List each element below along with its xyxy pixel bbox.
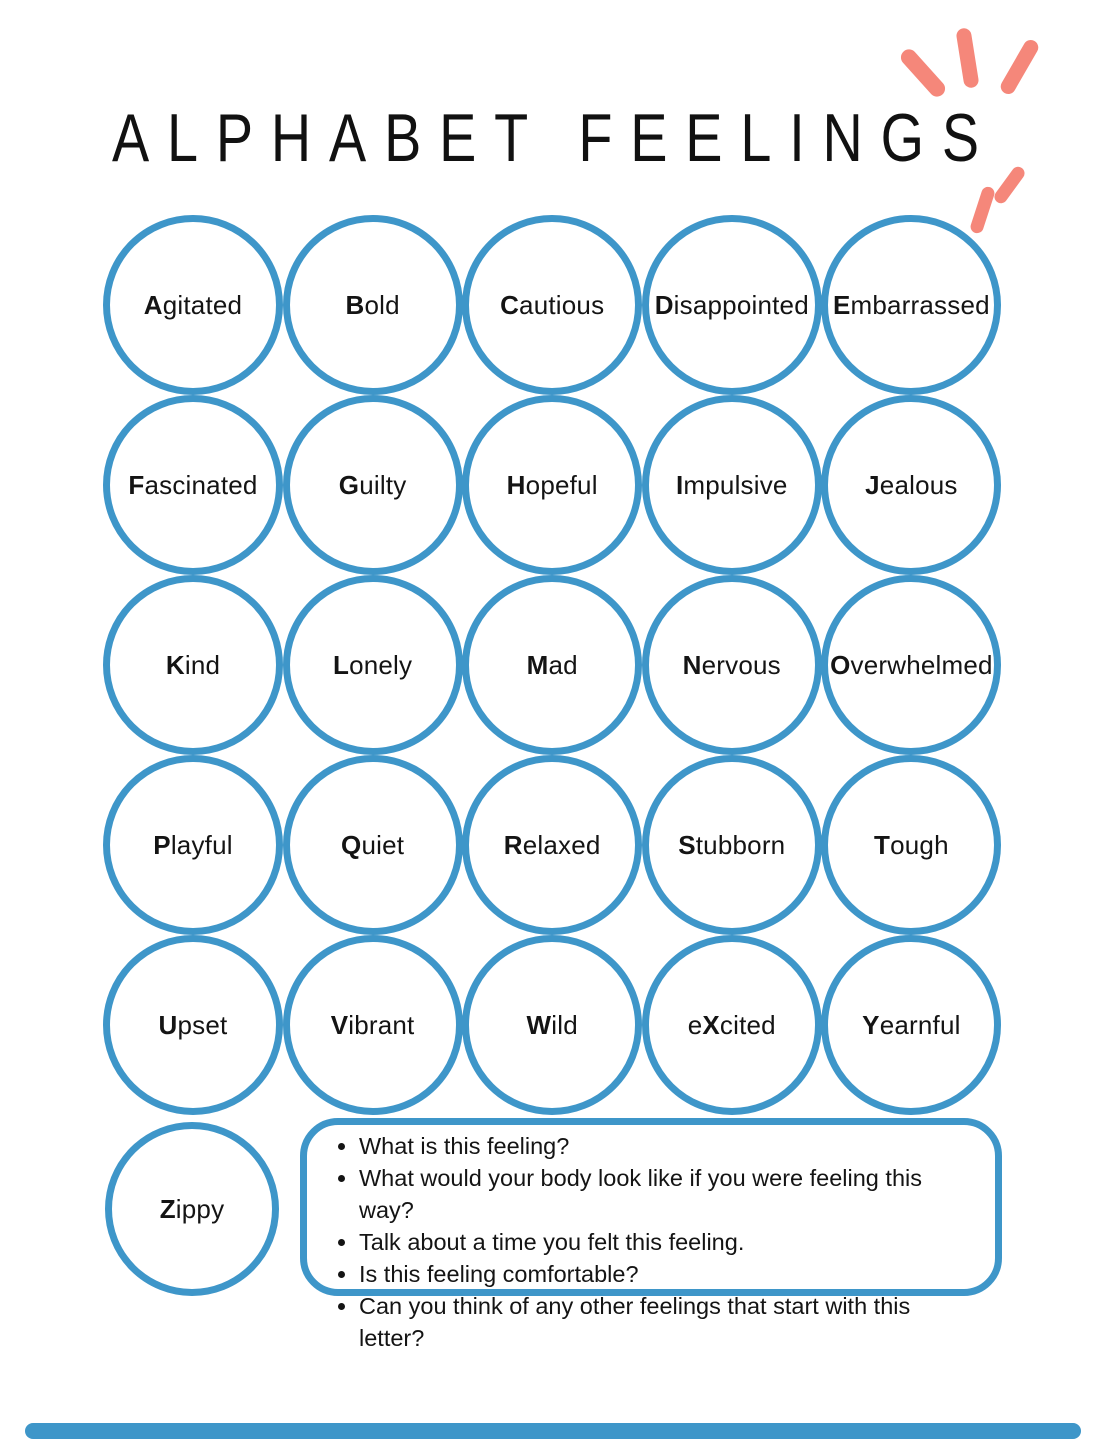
feeling-circle-quiet: [283, 755, 463, 935]
feeling-circle-lonely: [283, 575, 463, 755]
feeling-label: Jealous: [865, 469, 958, 500]
feeling-label: Cautious: [500, 289, 605, 320]
feeling-circle-relaxed: [462, 755, 642, 935]
feeling-label: Quiet: [341, 829, 405, 860]
feelings-grid: [103, 215, 1001, 1115]
feeling-label: Zippy: [159, 1193, 225, 1224]
feeling-label: Overwhelmed: [830, 649, 993, 680]
feeling-circle-tough: [821, 755, 1001, 935]
feeling-label: Embarrassed: [832, 289, 990, 320]
feeling-label: Impulsive: [675, 469, 788, 500]
feeling-label: Wild: [526, 1009, 578, 1040]
discussion-questions-list: [307, 1130, 995, 1354]
sparkle-ray-icon: [955, 27, 979, 89]
feeling-circle-stubborn: [642, 755, 822, 935]
feeling-label: Fascinated: [128, 469, 258, 500]
feeling-circle-kind: [103, 575, 283, 755]
question-item: • What is this feeling?: [359, 1130, 977, 1162]
feeling-circle-bold: [283, 215, 463, 395]
feeling-label: Lonely: [332, 649, 413, 680]
feeling-label: Nervous: [682, 649, 781, 680]
feeling-label: Playful: [153, 829, 233, 860]
feeling-circle-wild: [462, 935, 642, 1115]
sparkle-ray-icon: [992, 164, 1027, 206]
feeling-circle-hopeful: [462, 395, 642, 575]
feeling-label: Guilty: [338, 469, 407, 500]
feeling-label: Upset: [158, 1009, 228, 1040]
sparkle-ray-icon: [898, 46, 949, 100]
cut-off-shape-bottom: [25, 1423, 1081, 1439]
feeling-circle-yearnful: [821, 935, 1001, 1115]
feeling-circle-guilty: [283, 395, 463, 575]
feeling-label: Disappointed: [654, 289, 809, 320]
feeling-circle-excited: [642, 935, 822, 1115]
feeling-label: Yearnful: [862, 1009, 961, 1040]
page-title: ALPHABET FEELINGS: [112, 100, 997, 176]
feeling-circle-jealous: [821, 395, 1001, 575]
feeling-circle-zippy: [105, 1122, 279, 1296]
feeling-label: Tough: [874, 829, 949, 860]
feeling-label: Hopeful: [506, 469, 598, 500]
feeling-label: eXcited: [687, 1009, 776, 1040]
feeling-label: Relaxed: [503, 829, 601, 860]
discussion-questions-box: [300, 1118, 1002, 1351]
question-item: • Talk about a time you felt this feeling.: [359, 1226, 977, 1258]
feeling-label: Mad: [526, 649, 578, 680]
feeling-circle-vibrant: [283, 935, 463, 1115]
feeling-label: Bold: [345, 289, 400, 320]
feeling-circle-nervous: [642, 575, 822, 755]
question-item: • What would your body look like if you were feeling this way?: [359, 1162, 977, 1226]
feeling-circle-overwhelmed: [821, 575, 1001, 755]
question-item: • Is this feeling comfortable?: [359, 1258, 977, 1290]
feeling-circle-upset: [103, 935, 283, 1115]
feeling-circle-fascinated: [103, 395, 283, 575]
feeling-label: Kind: [165, 649, 221, 680]
feeling-circle-embarrassed: [821, 215, 1001, 395]
feeling-circle-cautious: [462, 215, 642, 395]
feeling-label: Stubborn: [678, 829, 786, 860]
feeling-label: Vibrant: [330, 1009, 415, 1040]
sparkle-ray-icon: [998, 37, 1041, 96]
feeling-label: Agitated: [143, 289, 243, 320]
question-item: • Can you think of any other feelings that start with this letter?: [359, 1290, 977, 1354]
feeling-circle-playful: [103, 755, 283, 935]
feeling-circle-impulsive: [642, 395, 822, 575]
feeling-circle-agitated: [103, 215, 283, 395]
feeling-circle-mad: [462, 575, 642, 755]
feeling-circle-disappointed: [642, 215, 822, 395]
